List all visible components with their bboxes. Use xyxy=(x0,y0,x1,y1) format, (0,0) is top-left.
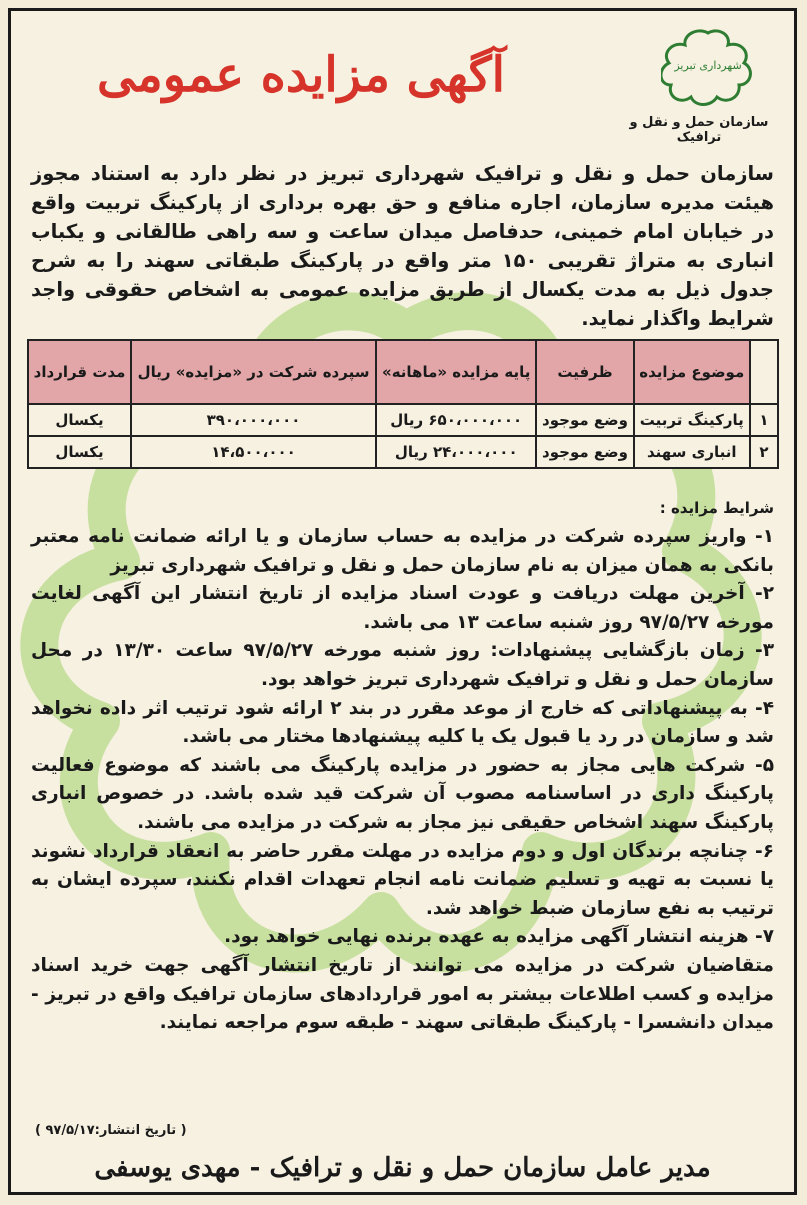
term-item: ۲- آخرین مهلت دریافت و عودت اسناد مزایده از تاریخ انتشار این آگهی لغایت مورخه ۹۷/۵/۲۷ روز شنبه ساعت ۱۳ می باشد. xyxy=(31,583,774,633)
logo-text: شهرداری تبریز xyxy=(674,59,742,72)
term-item: ۳- زمان بازگشایی پیشنهادات: روز شنبه مورخه ۹۷/۵/۲۷ ساعت ۱۳/۳۰ در محل سازمان حمل و نقل و ترافیک شهرداری تبریز خواهد بود. xyxy=(31,640,774,690)
signature-line: مدیر عامل سازمان حمل و نقل و ترافیک - مهدی یوسفی xyxy=(94,1153,711,1183)
row-subject: پارکینگ تربیت xyxy=(634,404,750,436)
intro-paragraph: سازمان حمل و نقل و ترافیک شهرداری تبریز در نظر دارد به استناد مجوز هیئت مدیره سازمان، اجاره منافع و حق بهره برداری از پارکینگ تربیت واقع در خیابان امام خمینی، حدفاصل میدان ساعت و سه راهی طالقانی و یکباب انباری به متراژ تقریبی ۱۵۰ متر واقع در پارکینگ طبقاتی سهند را به شرح جدول ذیل به مدت یکسال از طریق مزایده عمومی به اشخاص حقوقی واجد شرایط واگذار نماید. xyxy=(31,162,774,330)
row-deposit: ۱۴،۵۰۰،۰۰۰ xyxy=(131,436,376,468)
table-header-row xyxy=(28,340,778,404)
notice-title: آگهی مزایده عمومی xyxy=(97,47,505,103)
table-header-deposit: سپرده شرکت در «مزایده» ریال xyxy=(131,340,376,404)
logo-caption: سازمان حمل و نقل و ترافیک xyxy=(629,115,769,145)
term-item: ۶- چنانچه برندگان اول و دوم مزایده در مهلت مقرر حاضر به انعقاد قرارداد نشوند یا نسبت به تهیه و تسلیم ضمانت نامه انجام تعهدات اقدام نکنند، سپرده ایشان به ترتیب به نفع سازمان ضبط خواهد شد. xyxy=(31,840,774,919)
table-header-subject: موضوع مزایده xyxy=(634,340,750,404)
row-base: ۶۵۰،۰۰۰،۰۰۰ ریال xyxy=(376,404,536,436)
row-number: ۲ xyxy=(750,436,778,468)
table-row xyxy=(28,436,778,468)
row-duration: یکسال xyxy=(28,436,131,468)
term-item: ۴- به پیشنهاداتی که خارج از موعد مقرر در بند ۲ ارائه شود ترتیب اثر داده نخواهد شد و سازمان در رد یا قبول یک یا کلیه پیشنهادها مختار می باشد. xyxy=(31,697,774,748)
applicants-note: متقاضیان شرکت در مزایده می توانند از تاریخ انتشار آگهی جهت خرید اسناد مزایده و کسب اطلاعات بیشتر به امور قراردادهای سازمان ترافیک واقع در تبریز - میدان دانشسرا - پارکینگ طبقاتی سهند - طبقه سوم مراجعه نمایند. xyxy=(31,954,774,1034)
row-base: ۲۴،۰۰۰،۰۰۰ ریال xyxy=(376,436,536,468)
auction-table xyxy=(27,339,779,469)
terms-list xyxy=(31,523,774,1038)
table-header-base: پایه مزایده «ماهانه» xyxy=(376,340,536,404)
row-capacity: وضع موجود xyxy=(536,404,633,436)
term-item: ۵- شرکت هایی مجاز به حضور در مزایده پارکینگ می باشند که موضوع فعالیت پارکینگ داری در اساسنامه مصوب آن شرکت قید شده باشد. در خصوص انباری پارکینگ سهند اشخاص حقیقی نیز مجاز به شرکت در مزایده می باشند. xyxy=(31,754,774,833)
municipality-logo-icon xyxy=(661,29,756,107)
term-item: ۱- واریز سپرده شرکت در مزایده به حساب سازمان و یا ارائه ضمانت نامه معتبر بانکی به همان میزان به نام سازمان حمل و نقل و ترافیک شهرداری تبریز xyxy=(31,526,774,576)
term-item: ۷- هزینه انتشار آگهی مزایده به عهده برنده نهایی خواهد بود. xyxy=(224,926,774,948)
row-subject: انباری سهند xyxy=(634,436,750,468)
publication-date: ( تاریخ انتشار:۹۷/۵/۱۷ ) xyxy=(35,1123,187,1138)
notice-frame xyxy=(8,8,797,1195)
row-deposit: ۳۹۰،۰۰۰،۰۰۰ xyxy=(131,404,376,436)
table-row xyxy=(28,404,778,436)
table-header-capacity: ظرفیت xyxy=(536,340,633,404)
terms-heading: شرایط مزایده : xyxy=(659,499,774,517)
row-capacity: وضع موجود xyxy=(536,436,633,468)
row-number: ۱ xyxy=(750,404,778,436)
table-header-num xyxy=(750,340,778,404)
table-header-duration: مدت قرارداد xyxy=(28,340,131,404)
row-duration: یکسال xyxy=(28,404,131,436)
